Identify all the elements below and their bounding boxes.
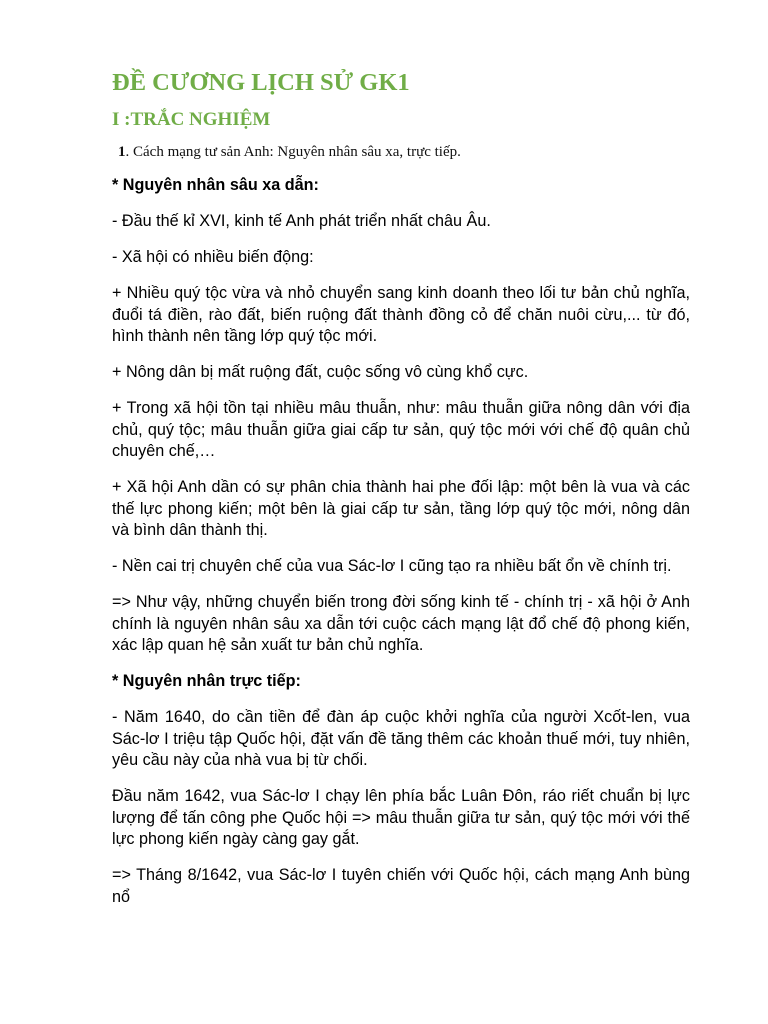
paragraph: + Nông dân bị mất ruộng đất, cuộc sống vô cùng khổ cực. bbox=[112, 363, 529, 381]
paragraph: + Nhiều quý tộc vừa và nhỏ chuyển sang kinh doanh theo lối tư bản chủ nghĩa, đuổi tá điền, rào đất, biến ruộng đất thành đồng cỏ để chăn nuôi cừu,... từ đó, hình thành nên tầng lớp quý tộc mới. bbox=[112, 284, 690, 345]
paragraph: => Như vậy, những chuyển biến trong đời sống kinh tế - chính trị - xã hội ở Anh chính là nguyên nhân sâu xa dẫn tới cuộc cách mạng lật đổ chế độ phong kiến, xác lập quan hệ sản xuất tư bản chủ nghĩa. bbox=[112, 593, 690, 654]
paragraph-direct-causes-heading: * Nguyên nhân trực tiếp: bbox=[112, 672, 301, 690]
question-number: 1 bbox=[118, 144, 126, 160]
paragraph: - Nền cai trị chuyên chế của vua Sác-lơ I cũng tạo ra nhiều bất ổn về chính trị. bbox=[112, 557, 672, 575]
question-text: . Cách mạng tư sản Anh: Nguyên nhân sâu xa, trực tiếp. bbox=[125, 144, 461, 160]
paragraph: - Đầu thế kỉ XVI, kinh tế Anh phát triển nhất châu Âu. bbox=[112, 212, 491, 230]
document-title: ĐỀ CƯƠNG LỊCH SỬ GK1 bbox=[112, 69, 410, 96]
paragraph: - Xã hội có nhiều biến động: bbox=[112, 248, 314, 266]
section-heading: I :TRẮC NGHIỆM bbox=[112, 109, 271, 130]
document-body bbox=[112, 175, 690, 923]
paragraph: => Tháng 8/1642, vua Sác-lơ I tuyên chiến với Quốc hội, cách mạng Anh bùng nổ bbox=[112, 866, 690, 906]
question-line bbox=[118, 142, 461, 162]
paragraph: - Năm 1640, do cần tiền để đàn áp cuộc khởi nghĩa của người Xcốt-len, vua Sác-lơ I triệu tập Quốc hội, đặt vấn đề tăng thêm các khoản thuế mới, tuy nhiên, yêu cầu này của nhà vua bị từ chối. bbox=[112, 708, 690, 769]
paragraph: + Xã hội Anh dần có sự phân chia thành hai phe đối lập: một bên là vua và các thế lực phong kiến; một bên là giai cấp tư sản, tầng lớp quý tộc mới, nông dân và bình dân thành thị. bbox=[112, 478, 690, 539]
paragraph: Đầu năm 1642, vua Sác-lơ I chạy lên phía bắc Luân Đôn, ráo riết chuẩn bị lực lượng để tấn công phe Quốc hội => mâu thuẫn giữa tư sản, quý tộc mới với thế lực phong kiến ngày càng gay gắt. bbox=[112, 787, 690, 848]
paragraph: + Trong xã hội tồn tại nhiều mâu thuẫn, như: mâu thuẫn giữa nông dân với địa chủ, quý tộc; mâu thuẫn giữa giai cấp tư sản, quý tộc mới với chế độ quân chủ chuyên chế,… bbox=[112, 399, 690, 460]
paragraph-deep-causes-heading: * Nguyên nhân sâu xa dẫn: bbox=[112, 176, 319, 194]
